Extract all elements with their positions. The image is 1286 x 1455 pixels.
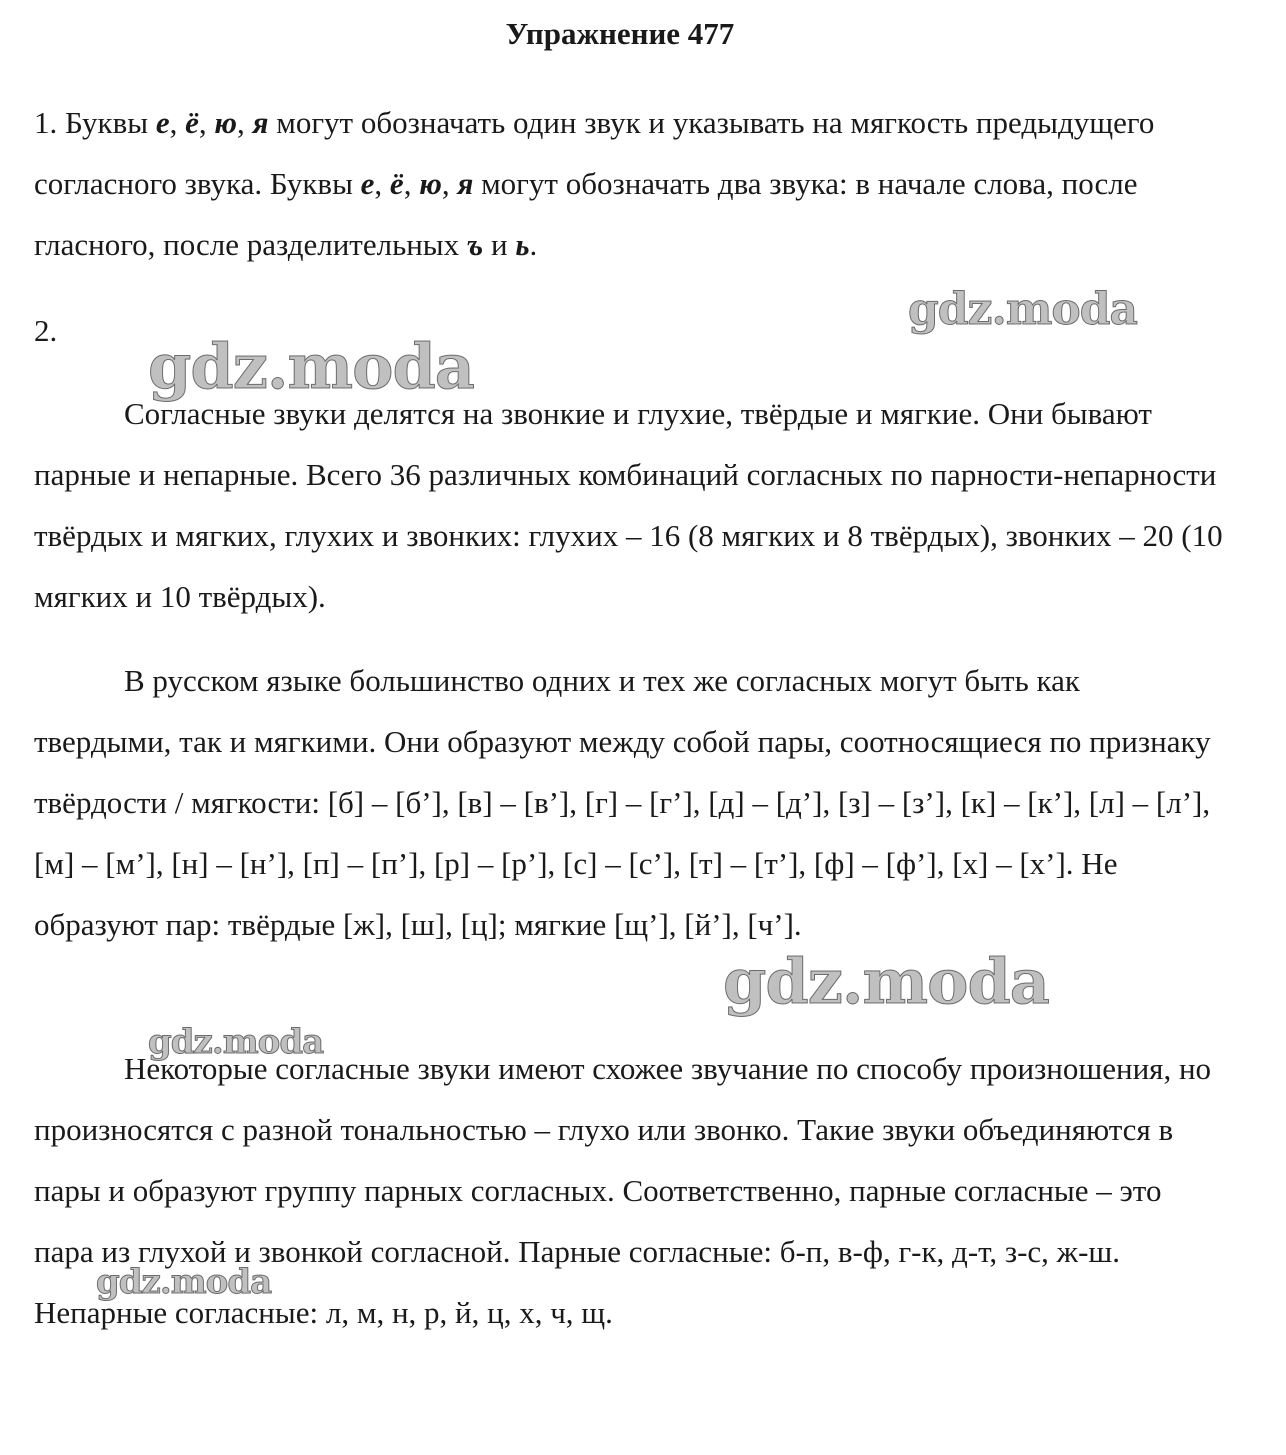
letter-yo: ё <box>389 166 404 201</box>
paragraph-consonant-types: Согласные звуки делятся на звонкие и глухие, твёрдые и мягкие. Они бывают парные и непарные. Всего 36 различных комбинаций согласных по парности-непарности твёрдых и мягких, глухих и звонких: глухих – 16 (8 мягких и 8 твёрдых), звонких – 20 (10 мягких и 10 твёрдых). <box>34 396 1223 614</box>
letter-ya: я <box>252 105 269 140</box>
text-run: . <box>529 227 538 262</box>
text-run: 1. Буквы <box>34 105 156 140</box>
item-1-paragraph <box>34 92 1244 275</box>
watermark-logo: gdz.moda <box>148 330 474 403</box>
letter-e: е <box>155 105 170 140</box>
letter-ya: я <box>457 166 474 201</box>
text-run: и <box>483 227 516 262</box>
text-run: , <box>169 105 186 140</box>
watermark-logo: gdz.moda <box>148 1022 324 1062</box>
paragraph-hard-soft-pairs: В русском языке большинство одних и тех же согласных могут быть как твердыми, так и мягкими. Они образуют между собой пары, соотносящиеся по признаку твёрдости / мягкости: [б] – [б’], [в] – [в’], [г] – [г’], [д] – [д’], [з] – [з’], [к] – [к’], [л] – [л’], [м] – [м’], [н] – [н’], [п] – [п’], [р] – [р’], [с] – [с’], [т] – [т’], [ф] – [ф’], [х] – [х’]. Не образуют пар: твёрдые [ж], [ш], [ц]; мягкие [щ’], [й’], [ч’]. <box>34 663 1211 942</box>
watermark-logo: gdz.moda <box>96 1262 272 1302</box>
letter-yu: ю <box>214 105 237 140</box>
text-run: , <box>374 166 390 201</box>
text-run: , <box>441 166 458 201</box>
hard-sign-letter: ъ <box>466 227 484 262</box>
soft-sign-letter: ь <box>515 227 530 262</box>
text-run: , <box>236 105 253 140</box>
letter-yo: ё <box>185 105 199 140</box>
paragraph-voiced-voiceless-pairs: Некоторые согласные звуки имеют схожее звучание по способу произношения, но произносятся с разной тональностью – глухо или звонко. Такие звуки объединяются в пары и образуют группу парных согласных. Соответственно, парные согласные – это пара из глухой и звонкой согласной. Парные согласные: б-п, в-ф, г-к, д-т, з-с, ж-ш. Непарные согласные: л, м, н, р, й, ц, х, ч, щ. <box>34 1051 1212 1330</box>
text-run: могут обозначать два звука: в начале слова, после гласного, после разделительных <box>34 166 1138 262</box>
exercise-title: Упражнение 477 <box>505 16 735 51</box>
letter-yu: ю <box>419 166 442 201</box>
letter-e: е <box>360 166 375 201</box>
text-run: могут обозначать один звук и указывать на мягкость предыдущего согласного звука. Буквы <box>34 105 1155 201</box>
text-run: , <box>403 166 420 201</box>
item-2-number: 2. <box>34 313 58 348</box>
text-run: , <box>198 105 215 140</box>
watermark-logo: gdz.moda <box>723 945 1049 1018</box>
watermark-logo: gdz.moda <box>908 284 1138 335</box>
